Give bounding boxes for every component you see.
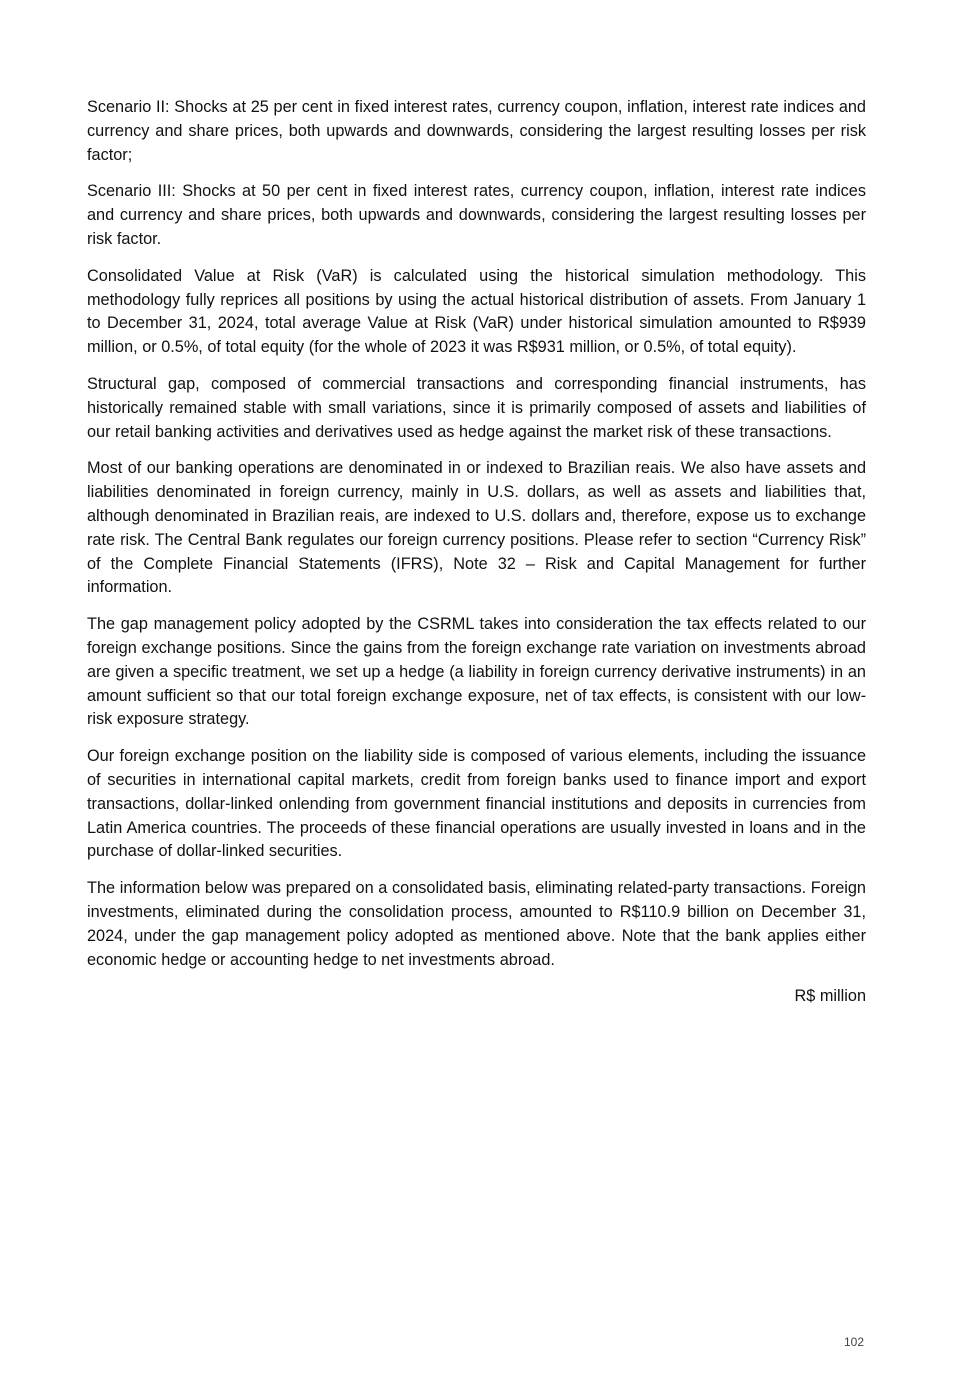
paragraph-scenario-ii: Scenario II: Shocks at 25 per cent in fixed interest rates, currency coupon, inflation, interest rate indices and currency and share prices, both upwards and downwards, considering the largest resulting losses per risk factor; [87,98,866,164]
paragraph-scenario-iii: Scenario III: Shocks at 50 per cent in fixed interest rates, currency coupon, inflation, interest rate indices and currency and share prices, both upwards and downwards, considering the largest resulting losses per risk factor. [87,182,866,248]
paragraph-banking-operations: Most of our banking operations are denominated in or indexed to Brazilian reais. We also have assets and liabilities denominated in foreign currency, mainly in U.S. dollars, as well as assets and liabilities that, although denominated in Brazilian reais, are indexed to U.S. dollars and, therefore, expose us to exchange rate risk. The Central Bank regulates our foreign currency positions. Please refer to section “Currency Risk” of the Complete Financial Statements (IFRS), Note 32 – Risk and Capital Management for further information. [87,459,866,597]
paragraph-structural-gap: Structural gap, composed of commercial transactions and corresponding financial instruments, has historically remained stable with small variations, since it is primarily composed of assets and liabilities of our retail banking activities and derivatives used as hedge against the market risk of these transactions. [87,374,866,441]
unit-label: R$ million [794,987,866,1006]
paragraph-foreign-exchange-position: Our foreign exchange position on the liability side is composed of various elements, including the issuance of securities in international capital markets, credit from foreign banks used to finance import and export transactions, dollar-linked onlending from government financial institutions and deposits in currencies from Latin America countries. The proceeds of these financial operations are usually invested in loans and in the purchase of dollar-linked securities. [87,747,866,861]
paragraph-var: Consolidated Value at Risk (VaR) is calculated using the historical simulation methodology. This methodology fully reprices all positions by using the actual historical distribution of assets. From January 1 to December 31, 2024, total average Value at Risk (VaR) under historical simulation amounted to R$939 million, or 0.5%, of total equity (for the whole of 2023 it was R$931 million, or 0.5%, of total equity). [87,266,866,357]
paragraph-gap-management: The gap management policy adopted by the CSRML takes into consideration the tax effects related to our foreign exchange positions. Since the gains from the foreign exchange rate variation on investments abroad are given a specific treatment, we set up a hedge (a liability in foreign currency derivative instruments) in an amount sufficient so that our total foreign exchange exposure, net of tax effects, is consistent with our low-risk exposure strategy. [87,615,866,729]
body-text [87,96,866,1009]
page-number: 102 [843,1335,864,1349]
paragraph-information-below: The information below was prepared on a consolidated basis, eliminating related-party transactions. Foreign investments, eliminated during the consolidation process, amounted to R$110.9 billion on December 31, 2024, under the gap management policy adopted as mentioned above. Note that the bank applies either economic hedge or accounting hedge to net investments abroad. [87,879,866,969]
